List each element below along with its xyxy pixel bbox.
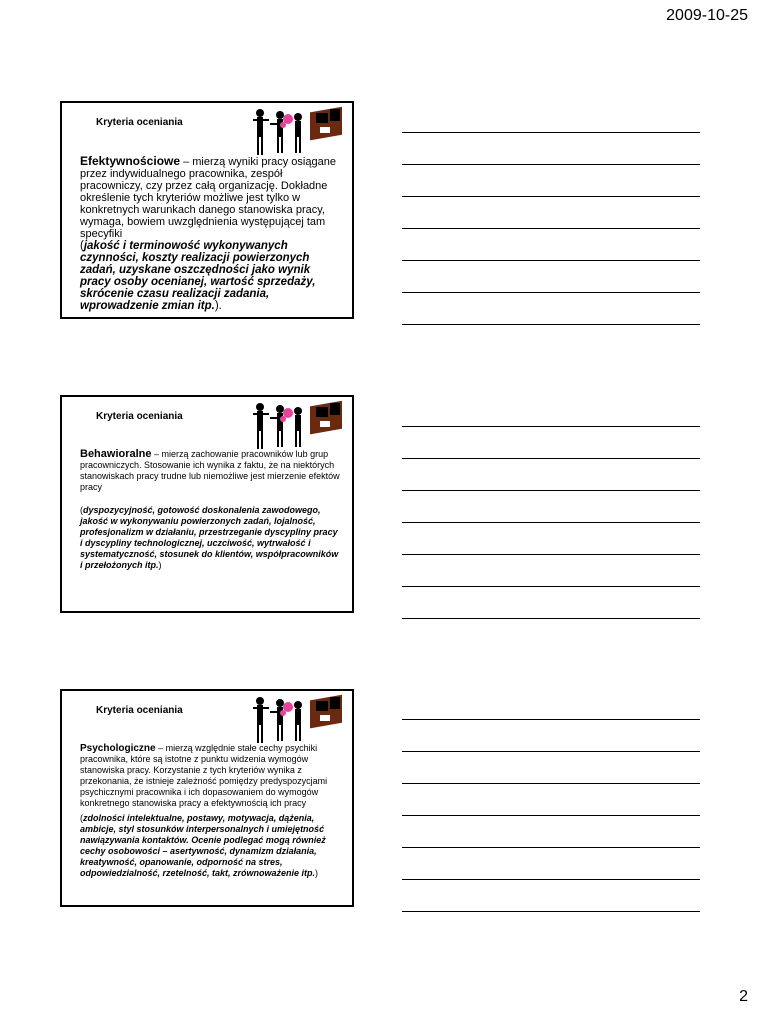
slide-title: Kryteria oceniania (96, 705, 183, 716)
note-line (402, 164, 700, 165)
slide-2 (60, 395, 354, 613)
slide-body (80, 743, 342, 879)
note-line (402, 228, 700, 229)
note-line (402, 196, 700, 197)
page-number: 2 (739, 988, 748, 1005)
note-line (402, 324, 700, 325)
slide-body (80, 449, 342, 571)
slide-3 (60, 689, 354, 907)
slide-title: Kryteria oceniania (96, 411, 183, 422)
note-line (402, 586, 700, 587)
slide-body (80, 155, 342, 312)
note-line (402, 292, 700, 293)
note-line (402, 815, 700, 816)
criterion-term: Psychologiczne (80, 743, 156, 754)
note-line (402, 426, 700, 427)
note-line (402, 458, 700, 459)
page-date: 2009-10-25 (666, 7, 748, 24)
criterion-term: Behawioralne (80, 448, 152, 460)
slide-title: Kryteria oceniania (96, 117, 183, 128)
note-line (402, 554, 700, 555)
criterion-description: – mierzą względnie stałe cechy psychiki pracownika, które są istotne z punktu widzenia wymogów stanowiska pracy. Korzystanie z tych kryteriów wynika z przekonania, że istnieje zależność pomiędzy predyspozycjami psychicznymi pracownika i ich dopasowaniem do wymogów konkretnego stanowiska pracy a efektywnością ich pracy (80, 743, 328, 808)
slide-1 (60, 101, 354, 319)
note-line (402, 783, 700, 784)
criterion-term: Efektywnościowe (80, 154, 181, 168)
note-line (402, 847, 700, 848)
people-at-desk-clipart (250, 399, 346, 455)
note-line (402, 751, 700, 752)
note-line (402, 490, 700, 491)
people-at-desk-clipart (250, 693, 346, 749)
criterion-examples: (dyspozycyjność, gotowość doskonalenia zawodowego, jakość w wykonywaniu powierzonych zadań, lojalność, profesjonalizm w działaniu, przestrzeganie dyscypliny pracy i dyscypliny technologicznej, uczciwość, wytrwałość i systematyczność, stosunek do klientów, współpracowników i przełożonych itp.) (80, 505, 339, 570)
criterion-description: – mierzą wyniki pracy osiągane przez indywidualnego pracownika, zespół pracowniczy, czy przez całą organizację. Dokładne określenie tych kryteriów możliwe jest tylko w konkretnych warunkach danego stanowiska pracy, wymaga, bowiem uwzględnienia występującej tam specyfiki (80, 156, 336, 240)
note-line (402, 719, 700, 720)
criterion-description: – mierzą zachowanie pracowników lub grup pracowniczych. Stosowanie ich wynika z faktu, że na niektórych stanowiskach pracy trudne lub niemożliwe jest mierzenie efektów pracy (80, 449, 340, 492)
note-line (402, 618, 700, 619)
criterion-examples: (zdolności intelektualne, postawy, motywacja, dążenia, ambicje, styl stosunków interpersonalnych i umiejętność nawiązywania kontaktów. Ocenie podlegać mogą również cechy osobowości – asertywność, dynamizm działania, kreatywność, opanowanie, odporność na stres, odpowiedzialność, rzetelność, takt, zrównoważenie itp.) (80, 813, 326, 878)
criterion-examples: (jakość i terminowość wykonywanych czynności, koszty realizacji powierzonych zadań, uzyskane oszczędności jako wynik pracy osoby ocenianej, wartość sprzedaży, skrócenie czasu realizacji zadania, wprowadzenie zmian itp.). (80, 240, 316, 312)
people-at-desk-clipart (250, 105, 346, 161)
note-line (402, 911, 700, 912)
note-line (402, 522, 700, 523)
note-line (402, 879, 700, 880)
note-line (402, 260, 700, 261)
note-line (402, 132, 700, 133)
